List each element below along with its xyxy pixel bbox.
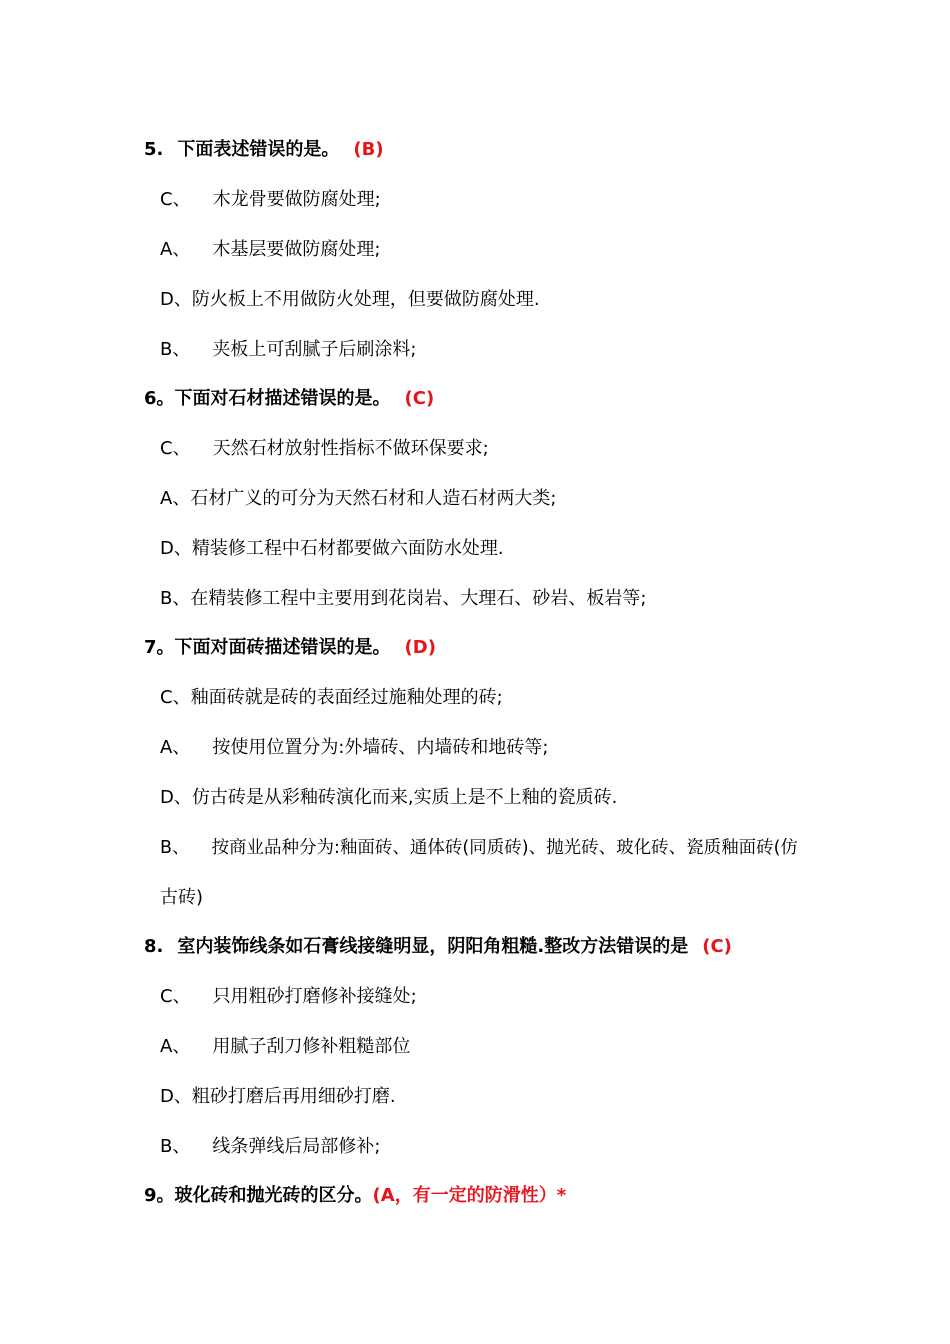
option-letter: A、 <box>160 488 191 509</box>
option-text: 仿古砖是从彩釉砖演化而来,实质上是不上釉的瓷质砖. <box>191 787 618 808</box>
question-text: 下面对石材描述错误的是。 <box>174 388 391 409</box>
question-stem <box>144 1184 566 1208</box>
question-stem <box>144 636 436 660</box>
question-number: 6。 <box>144 388 175 409</box>
option-line <box>160 1035 410 1059</box>
question-stem <box>144 935 732 959</box>
option-text: 粗砂打磨后再用细砂打磨. <box>191 1086 396 1107</box>
option-text: 木基层要做防腐处理; <box>212 239 381 260</box>
option-letter: D、 <box>160 787 192 808</box>
option-text: 木龙骨要做防腐处理; <box>212 189 381 210</box>
question-text: 玻化砖和抛光砖的区分。 <box>174 1185 373 1206</box>
option-text: 在精装修工程中主要用到花岗岩、大理石、砂岩、板岩等; <box>190 588 647 609</box>
option-letter: C、 <box>160 189 191 210</box>
option-line <box>160 437 489 461</box>
question-text: 室内装饰线条如石膏线接缝明显，阴阳角粗糙.整改方法错误的是 <box>177 936 689 957</box>
answer-key: (C) <box>702 936 732 957</box>
option-line <box>160 587 646 611</box>
option-letter: D、 <box>160 538 192 559</box>
option-letter: B、 <box>160 339 191 360</box>
option-text: 按使用位置分为:外墙砖、内墙砖和地砖等; <box>212 737 549 758</box>
question-stem <box>144 138 384 162</box>
option-line <box>160 836 798 860</box>
option-line <box>160 985 417 1009</box>
answer-key: (A，有一定的防滑性）* <box>372 1185 567 1206</box>
option-line <box>160 786 617 810</box>
option-text: 线条弹线后局部修补; <box>212 1136 381 1157</box>
answer-key: (B) <box>353 139 384 160</box>
option-text: 按商业品种分为:釉面砖、通体砖(同质砖)、抛光砖、玻化砖、瓷质釉面砖(仿 <box>211 838 798 858</box>
option-letter: C、 <box>160 438 191 459</box>
option-line <box>160 1135 380 1159</box>
question-number: 8. <box>144 936 164 957</box>
option-line <box>160 736 548 760</box>
question-number: 7。 <box>144 637 175 658</box>
option-line <box>160 238 380 262</box>
option-line <box>160 188 381 212</box>
option-line <box>160 537 504 561</box>
option-continuation <box>160 886 203 910</box>
option-letter: B、 <box>160 1136 191 1157</box>
option-text: 石材广义的可分为天然石材和人造石材两大类; <box>190 488 557 509</box>
option-letter: D、 <box>160 289 192 310</box>
question-number: 5. <box>144 139 164 160</box>
answer-key: (D) <box>404 637 436 658</box>
option-text: 防火板上不用做防火处理，但要做防腐处理. <box>191 289 540 310</box>
answer-key: (C) <box>404 388 435 409</box>
question-number: 9。 <box>144 1185 175 1206</box>
option-letter: A、 <box>160 737 191 758</box>
option-letter: C、 <box>160 986 191 1007</box>
option-letter: B、 <box>160 838 190 858</box>
question-text: 下面对面砖描述错误的是。 <box>174 637 391 658</box>
option-text: 精装修工程中石材都要做六面防水处理. <box>191 538 504 559</box>
question-text: 下面表述错误的是。 <box>177 139 340 160</box>
option-line <box>160 1085 396 1109</box>
option-text: 夹板上可刮腻子后刷涂料; <box>212 339 417 360</box>
option-letter: D、 <box>160 1086 192 1107</box>
option-text: 用腻子刮刀修补粗糙部位 <box>212 1036 411 1057</box>
option-line <box>160 338 416 362</box>
option-letter: B、 <box>160 588 191 609</box>
option-line <box>160 487 556 511</box>
option-text-continued: 古砖) <box>160 887 204 908</box>
option-text: 天然石材放射性指标不做环保要求; <box>212 438 489 459</box>
option-letter: A、 <box>160 239 191 260</box>
option-text: 釉面砖就是砖的表面经过施釉处理的砖; <box>190 687 503 708</box>
option-line <box>160 686 503 710</box>
option-line <box>160 288 540 312</box>
option-letter: C、 <box>160 687 191 708</box>
option-text: 只用粗砂打磨修补接缝处; <box>212 986 417 1007</box>
question-stem <box>144 387 434 411</box>
option-letter: A、 <box>160 1036 191 1057</box>
